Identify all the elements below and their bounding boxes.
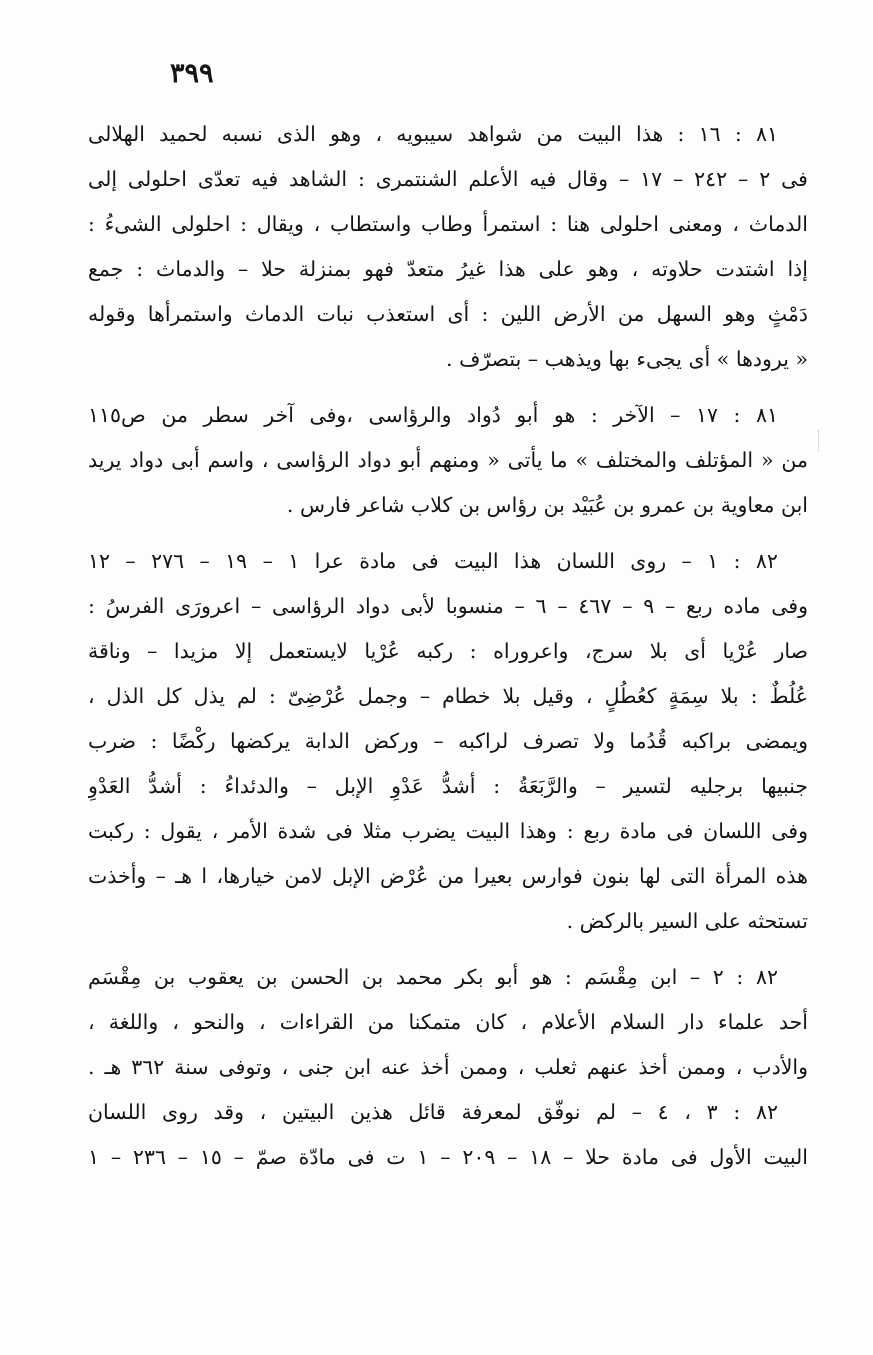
- text-line: ٨٢ : ١ – روى اللسان هذا البيت فى مادة عرا ١ – ١٩ – ٢٧٦ – ١٢: [88, 549, 778, 573]
- margin-speck: [818, 430, 823, 452]
- text-line: دَمْثٍ وهو السهل من الأرض اللين : أى استعذب نبات الدماث واستمرأها وقوله: [88, 302, 808, 326]
- text-line: ٨١ : ١٦ : هذا البيت من شواهد سيبويه ، وهو الذى نسبه لحميد الهلالى: [88, 122, 778, 146]
- text-line: ويمضى براكبه قُدُما ولا تصرف لراكبه – وركض الدابة يركضها ركْضًا : ضرب: [88, 729, 808, 753]
- paragraph-note-81-16: [88, 112, 808, 382]
- text-line: « يرودها » أى يجىء بها ويذهب – بتصرّف .: [446, 347, 808, 371]
- page-number: ٣٩٩: [170, 58, 214, 89]
- text-line: فى ٢ – ٢٤٢ – ١٧ – وقال فيه الأعلم الشنتمرى : الشاهد فيه تعدّى احلولى إلى: [88, 167, 808, 191]
- text-line: إذا اشتدت حلاوته ، وهو على هذا غيرُ متعدّ فهو بمنزلة حلا – والدماث : جمع: [88, 257, 808, 281]
- text-line: وفى ماده ربع – ٩ – ٤٦٧ – ٦ – منسوبا لأبى دواد الرؤاسى – اعرورَى الفرسُ :: [88, 594, 808, 618]
- paragraph-note-81-17: [88, 393, 808, 528]
- text-line: عُلُطٌ : بلا سِمَةٍ كعُطُلٍ ، وقيل بلا خطام – وجمل عُرْضِىّ : لم يذل كل الذل ،: [88, 684, 808, 708]
- text-line: والأدب ، وممن أخذ عنهم ثعلب ، وممن أخذ عنه ابن جنى ، وتوفى سنة ٣٦٢ هـ .: [88, 1055, 808, 1079]
- text-line: هذه المرأة التى لها بنون فوارس بعيرا من عُرْض الإبل لامن خيارها، ا هـ – وأخذت: [88, 864, 808, 888]
- text-line: ٨١ : ١٧ – الآخر : هو أبو دُواد والرؤاسى ،وفى آخر سطر من ص١١٥: [88, 403, 778, 427]
- text-line: وفى اللسان فى مادة ربع : وهذا البيت يضرب مثلا فى شدة الأمر ، يقول : ركبت: [88, 819, 808, 843]
- text-line: من « المؤتلف والمختلف » ما يأتى « ومنهم أبو دواد الرؤاسى ، واسم أبى دواد يريد: [88, 448, 808, 472]
- paragraph-note-82-1: [88, 539, 808, 944]
- text-line: صار عُرْيا أى بلا سرج، واعروراه : ركبه عُرْيا لايستعمل إلا مزيدا – وناقة: [88, 639, 808, 663]
- text-line: البيت الأول فى مادة حلا – ١٨ – ٢٠٩ – ١ ت فى مادّة صمّ – ١٥ – ٢٣٦ – ١: [88, 1145, 808, 1169]
- text-line: ٨٢ : ٣ ، ٤ – لم نوفّق لمعرفة قائل هذين البيتين ، وقد روى اللسان: [88, 1100, 778, 1124]
- text-line: ابن معاوية بن عمرو بن عُبَيْد بن رؤاس بن كلاب شاعر فارس .: [286, 493, 808, 517]
- text-line: جنبيها برجليه لتسير – والرَّبَعَةُ : أشدُّ عَدْوِ الإبل – والدئداءُ : أشدُّ العَدْوِ: [88, 774, 808, 798]
- text-line: ٨٢ : ٢ – ابن مِقْسَم : هو أبو بكر محمد بن الحسن بن يعقوب بن مِقْسَم: [88, 965, 778, 989]
- page-body: [88, 112, 808, 1191]
- text-line: تستحثه على السير بالركض .: [566, 909, 808, 933]
- text-line: أحد علماء دار السلام الأعلام ، كان متمكنا من القراءات ، والنحو ، واللغة ،: [88, 1010, 808, 1034]
- text-line: الدماث ، ومعنى احلولى هنا : استمرأ وطاب واستطاب ، ويقال : احلولى الشىءُ :: [88, 212, 808, 236]
- paragraph-note-82-2: [88, 955, 808, 1180]
